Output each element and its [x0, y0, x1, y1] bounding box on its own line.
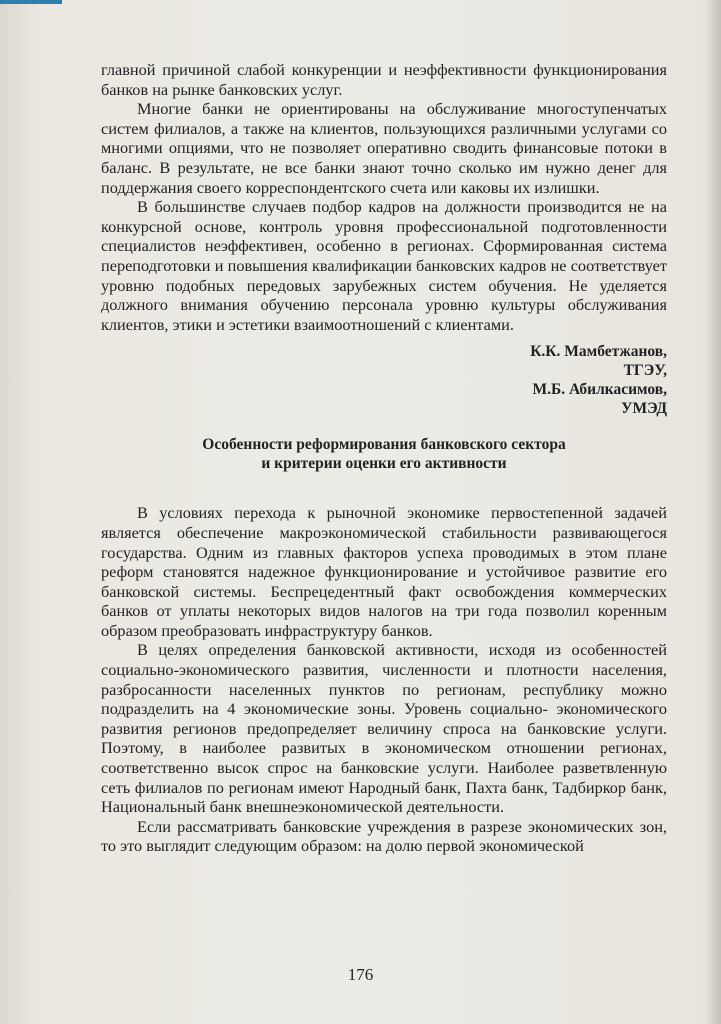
paragraph-zone-breakdown: Если рассматривать банковские учреждения в разрезе экономических зон, то это выглядит следующим образом: на долю первой экономической [101, 816, 667, 856]
author-name-2: М.Б. Абилкасимов, [532, 381, 667, 399]
paragraph-economic-zones: В целях определения банковской активности, исходя из особенностей социально-экономического развития, численности и плотности населения, разбросанности населенных пунктов по регионам, республику можно подразделить на 4 экономические зоны. Уровень социально- экономического развития регионов предопределяет величину спроса на банковские услуги. Поэтому, в наиболее развитых в экономическом отношении регионах, соответственно высок спрос на банковские услуги. Наиболее разветвленную сеть филиалов по регионам имеют Народный банк, Пахта банк, Тадбиркор банк, Национальный банк внешнеэкономической деятельности. [101, 640, 667, 817]
paragraph-branches: Многие банки не ориентированы на обслуживание многоступенчатых систем филиалов, а также на клиентов, пользующихся различными услугами со многими опциями, что не позволяет оперативно сводить финансовые потоки в баланс. В результате, не все банки знают точно сколько им нужно денег для поддержания своего корреспондентского счета или каковы их излишки. [101, 99, 667, 197]
section-title-line-2: и критерии оценки его активности [261, 455, 507, 473]
corner-tab-mark [0, 0, 62, 4]
page-edge-shadow [707, 0, 721, 1024]
paragraph-staffing: В большинстве случаев подбор кадров на должности производится не на конкурсной основе, контроль уровня профессиональной подготовленности специалистов неэффективен, особенно в регионах. Сформированная система переподготовки и повышения квалификации банковских кадров не соответствует уровню подобных передовых зарубежных систем обучения. Не уделяется должного внимания обучению персонала уровню культуры обслуживания клиентов, этики и эстетики взаимоотношений с клиентами. [101, 197, 667, 334]
author-affiliation-1: ТГЭУ, [623, 362, 667, 380]
section-title-line-1: Особенности реформирования банковского сектора [202, 436, 566, 454]
author-block [101, 342, 667, 418]
page-number: 176 [347, 965, 374, 984]
author-affiliation-2: УМЭД [621, 400, 667, 418]
paragraph-market-transition: В условиях перехода к рыночной экономике первостепенной задачей является обеспечение макроэкономической стабильности развивающегося государства. Одним из главных факторов успеха проводимых в этом плане реформ становятся надежное функционирование и устойчивое развитие его банковской системы. Беспрецедентный факт освобождения коммерческих банков от уплаты некоторых видов налогов на три года позволил коренным образом преобразовать инфраструктуру банков. [101, 503, 667, 640]
author-name-1: К.К. Мамбетжанов, [530, 343, 667, 361]
page-content [101, 60, 667, 856]
section-title [101, 435, 667, 473]
paragraph-continued: главной причиной слабой конкуренции и неэффективности функционирования банков на рынке банковских услуг. [101, 60, 667, 99]
